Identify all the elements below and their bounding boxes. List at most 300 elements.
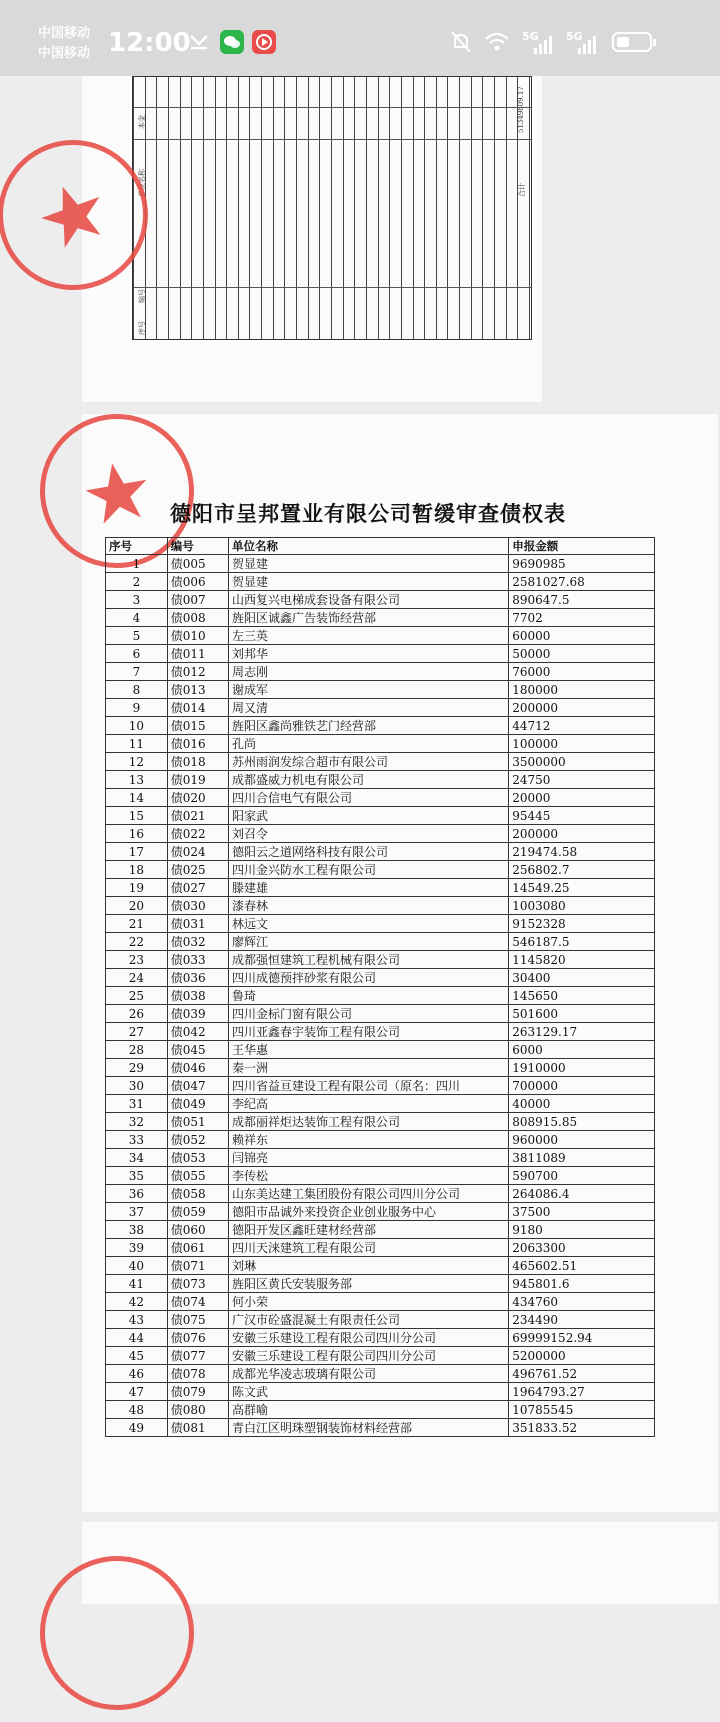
table-row — [106, 1113, 655, 1131]
claim-code: 债078 — [167, 1365, 228, 1383]
claim-amount: 501600 — [509, 1005, 655, 1023]
table-row — [106, 1221, 655, 1239]
claim-code: 债021 — [167, 807, 228, 825]
claim-code: 债033 — [167, 951, 228, 969]
row-index: 49 — [106, 1419, 168, 1437]
claim-code: 债071 — [167, 1257, 228, 1275]
creditor-name: 贺显建 — [229, 555, 509, 573]
creditor-name: 贺显建 — [229, 573, 509, 591]
column-header: 单位名称 — [229, 538, 509, 555]
claim-amount: 351833.52 — [509, 1419, 655, 1437]
claim-amount: 234490 — [509, 1311, 655, 1329]
table-gridline — [168, 77, 169, 339]
table-gridline — [319, 77, 320, 339]
table-gridline — [133, 287, 531, 288]
creditor-name: 李传松 — [229, 1167, 509, 1185]
creditor-name: 成都盛威力机电有限公司 — [229, 771, 509, 789]
table-row — [106, 1419, 655, 1437]
claim-code: 债055 — [167, 1167, 228, 1185]
claim-code: 债031 — [167, 915, 228, 933]
table-row — [106, 1095, 655, 1113]
creditor-name: 李纪高 — [229, 1095, 509, 1113]
creditor-name: 王华惠 — [229, 1041, 509, 1059]
claim-amount: 200000 — [509, 699, 655, 717]
claim-amount: 95445 — [509, 807, 655, 825]
claim-amount: 945801.6 — [509, 1275, 655, 1293]
row-index: 37 — [106, 1203, 168, 1221]
table-row — [106, 1293, 655, 1311]
row-index: 10 — [106, 717, 168, 735]
table-gridline — [261, 77, 262, 339]
claim-code: 债020 — [167, 789, 228, 807]
video-app-icon — [252, 30, 276, 54]
claim-amount: 14549.25 — [509, 879, 655, 897]
claim-code: 债074 — [167, 1293, 228, 1311]
table-row — [106, 1239, 655, 1257]
table-row — [106, 717, 655, 735]
claim-amount: 1003080 — [509, 897, 655, 915]
carrier-label: 中国移动 — [38, 26, 91, 41]
table-row — [106, 573, 655, 591]
table-row — [106, 1203, 655, 1221]
table-gridline — [203, 77, 204, 339]
table-gridline — [389, 77, 390, 339]
claim-code: 债046 — [167, 1059, 228, 1077]
column-header: 序号 — [106, 538, 168, 555]
table-gridline — [436, 77, 437, 339]
row-index: 21 — [106, 915, 168, 933]
claim-amount: 219474.58 — [509, 843, 655, 861]
claim-amount: 7702 — [509, 609, 655, 627]
claim-amount: 40000 — [509, 1095, 655, 1113]
creditor-name: 成都丽祥炬达装饰工程有限公司 — [229, 1113, 509, 1131]
row-index: 27 — [106, 1023, 168, 1041]
table-row — [106, 609, 655, 627]
row-index: 11 — [106, 735, 168, 753]
claim-amount: 9152328 — [509, 915, 655, 933]
claim-amount: 2581027.68 — [509, 573, 655, 591]
creditor-name: 刘召令 — [229, 825, 509, 843]
claim-code: 债016 — [167, 735, 228, 753]
table-gridline — [249, 77, 250, 339]
claim-amount: 37500 — [509, 1203, 655, 1221]
creditor-name: 鲁琦 — [229, 987, 509, 1005]
claim-code: 债027 — [167, 879, 228, 897]
table-gridline — [471, 77, 472, 339]
row-index: 6 — [106, 645, 168, 663]
claim-code: 债006 — [167, 573, 228, 591]
claim-amount: 1964793.27 — [509, 1383, 655, 1401]
claim-code: 债073 — [167, 1275, 228, 1293]
claim-amount: 263129.17 — [509, 1023, 655, 1041]
creditor-name: 高群喻 — [229, 1401, 509, 1419]
creditor-name: 广汉市砼盛混凝土有限责任公司 — [229, 1311, 509, 1329]
row-index: 45 — [106, 1347, 168, 1365]
table-row — [106, 969, 655, 987]
row-index: 47 — [106, 1383, 168, 1401]
row-index: 36 — [106, 1185, 168, 1203]
row-index: 41 — [106, 1275, 168, 1293]
claim-code: 债079 — [167, 1383, 228, 1401]
table-gridline — [215, 77, 216, 339]
table-row — [106, 645, 655, 663]
table-row — [106, 555, 655, 573]
table-row — [106, 951, 655, 969]
row-index: 32 — [106, 1113, 168, 1131]
claim-amount: 50000 — [509, 645, 655, 663]
table-gridline — [354, 77, 355, 339]
row-index: 5 — [106, 627, 168, 645]
claim-code: 债051 — [167, 1113, 228, 1131]
rotated-column-header: 编号 — [138, 289, 146, 303]
table-row — [106, 1023, 655, 1041]
row-index: 34 — [106, 1149, 168, 1167]
row-index: 35 — [106, 1167, 168, 1185]
table-row — [106, 591, 655, 609]
table-row — [106, 987, 655, 1005]
creditor-name: 四川成德预拌砂浆有限公司 — [229, 969, 509, 987]
claim-code: 债053 — [167, 1149, 228, 1167]
table-row — [106, 1077, 655, 1095]
wechat-app-icon — [220, 30, 244, 54]
mute-icon — [450, 30, 472, 54]
row-index: 7 — [106, 663, 168, 681]
claim-amount: 10785545 — [509, 1401, 655, 1419]
claim-amount: 9690985 — [509, 555, 655, 573]
row-index: 33 — [106, 1131, 168, 1149]
rotated-column-header: 序号 — [138, 321, 146, 335]
rotated-debt-table — [132, 76, 532, 340]
missed-call-icon — [188, 32, 210, 52]
claim-amount: 24750 — [509, 771, 655, 789]
creditor-name: 周又清 — [229, 699, 509, 717]
claim-code: 债042 — [167, 1023, 228, 1041]
table-row — [106, 1041, 655, 1059]
row-index: 28 — [106, 1041, 168, 1059]
table-gridline — [308, 77, 309, 339]
claim-code: 债011 — [167, 645, 228, 663]
table-gridline — [459, 77, 460, 339]
row-index: 12 — [106, 753, 168, 771]
table-row — [106, 627, 655, 645]
table-row — [106, 1275, 655, 1293]
claim-amount: 145650 — [509, 987, 655, 1005]
creditor-name: 安徽三乐建设工程有限公司四川分公司 — [229, 1347, 509, 1365]
claim-code: 债012 — [167, 663, 228, 681]
claim-code: 债081 — [167, 1419, 228, 1437]
claim-code: 债024 — [167, 843, 228, 861]
row-index: 40 — [106, 1257, 168, 1275]
table-row — [106, 1401, 655, 1419]
table-gridline — [401, 77, 402, 339]
claim-amount: 9180 — [509, 1221, 655, 1239]
table-gridline — [133, 107, 531, 108]
table-row — [106, 1167, 655, 1185]
column-header: 申报金额 — [509, 538, 655, 555]
claim-code: 债045 — [167, 1041, 228, 1059]
row-index: 29 — [106, 1059, 168, 1077]
creditor-name: 漆春林 — [229, 897, 509, 915]
creditor-name: 成都光华凌志玻璃有限公司 — [229, 1365, 509, 1383]
table-row — [106, 753, 655, 771]
wifi-icon — [484, 32, 510, 52]
row-index: 38 — [106, 1221, 168, 1239]
claim-amount: 256802.7 — [509, 861, 655, 879]
signal-strength-icon-secondary — [578, 32, 596, 54]
creditor-name: 左三英 — [229, 627, 509, 645]
creditor-name: 滕建雄 — [229, 879, 509, 897]
table-gridline — [238, 77, 239, 339]
row-index: 26 — [106, 1005, 168, 1023]
table-row — [106, 807, 655, 825]
creditor-name: 安徽三乐建设工程有限公司四川分公司 — [229, 1329, 509, 1347]
table-row — [106, 1329, 655, 1347]
signal-strength-icon — [534, 32, 552, 54]
table-gridline — [156, 77, 157, 339]
creditor-name: 闫锦亮 — [229, 1149, 509, 1167]
table-row — [106, 1131, 655, 1149]
claim-code: 债047 — [167, 1077, 228, 1095]
column-header: 编号 — [167, 538, 228, 555]
table-gridline — [378, 77, 379, 339]
table-gridline — [424, 77, 425, 339]
table-row — [106, 663, 655, 681]
claim-amount: 76000 — [509, 663, 655, 681]
row-index: 39 — [106, 1239, 168, 1257]
debt-claims-table — [105, 537, 655, 1437]
claim-amount: 30400 — [509, 969, 655, 987]
table-gridline — [413, 77, 414, 339]
creditor-name: 四川金兴防水工程有限公司 — [229, 861, 509, 879]
claim-amount: 1145820 — [509, 951, 655, 969]
claim-code: 债013 — [167, 681, 228, 699]
claim-amount: 180000 — [509, 681, 655, 699]
creditor-name: 廖辉江 — [229, 933, 509, 951]
claim-amount: 6000 — [509, 1041, 655, 1059]
table-gridline — [366, 77, 367, 339]
claim-amount: 590700 — [509, 1167, 655, 1185]
creditor-name: 孔尚 — [229, 735, 509, 753]
claim-code: 债018 — [167, 753, 228, 771]
claim-amount: 546187.5 — [509, 933, 655, 951]
claim-code: 债049 — [167, 1095, 228, 1113]
creditor-name: 四川省益亘建设工程有限公司（原名：四川 — [229, 1077, 509, 1095]
table-row — [106, 1257, 655, 1275]
row-index: 2 — [106, 573, 168, 591]
table-gridline — [343, 77, 344, 339]
table-row — [106, 915, 655, 933]
table-row — [106, 1365, 655, 1383]
table-row — [106, 1005, 655, 1023]
table-row — [106, 681, 655, 699]
table-row — [106, 861, 655, 879]
network-type-label-secondary: 5G — [566, 30, 583, 43]
table-row — [106, 933, 655, 951]
claim-code: 债036 — [167, 969, 228, 987]
document-title: 德阳市呈邦置业有限公司暂缓审查债权表 — [170, 501, 566, 526]
table-row — [106, 1347, 655, 1365]
table-gridline — [180, 77, 181, 339]
creditor-name: 旌阳区诚鑫广告装饰经营部 — [229, 609, 509, 627]
claim-code: 债075 — [167, 1311, 228, 1329]
row-index: 15 — [106, 807, 168, 825]
claim-amount: 2063300 — [509, 1239, 655, 1257]
table-row — [106, 825, 655, 843]
creditor-name: 德阳云之道网络科技有限公司 — [229, 843, 509, 861]
rotated-total-label: 合计 — [518, 183, 526, 197]
claim-code: 债080 — [167, 1401, 228, 1419]
claim-code: 债015 — [167, 717, 228, 735]
rotated-column-header: 单位名称 — [138, 169, 146, 197]
claim-amount: 496761.52 — [509, 1365, 655, 1383]
creditor-name: 周志刚 — [229, 663, 509, 681]
table-gridline — [296, 77, 297, 339]
claim-code: 债007 — [167, 591, 228, 609]
creditor-name: 苏州雨润发综合超市有限公司 — [229, 753, 509, 771]
claim-code: 债058 — [167, 1185, 228, 1203]
claim-amount: 200000 — [509, 825, 655, 843]
creditor-name: 四川天涞建筑工程有限公司 — [229, 1239, 509, 1257]
claim-code: 债077 — [167, 1347, 228, 1365]
claim-code: 债059 — [167, 1203, 228, 1221]
status-bar — [0, 0, 720, 76]
claim-code: 债019 — [167, 771, 228, 789]
claim-code: 债005 — [167, 555, 228, 573]
creditor-name: 赖祥东 — [229, 1131, 509, 1149]
row-index: 16 — [106, 825, 168, 843]
claim-amount: 808915.85 — [509, 1113, 655, 1131]
table-row — [106, 1059, 655, 1077]
creditor-name: 山西复兴电梯成套设备有限公司 — [229, 591, 509, 609]
row-index: 42 — [106, 1293, 168, 1311]
creditor-name: 山东美达建工集团股份有限公司四川分公司 — [229, 1185, 509, 1203]
claim-amount: 20000 — [509, 789, 655, 807]
claim-amount: 5200000 — [509, 1347, 655, 1365]
table-row — [106, 789, 655, 807]
row-index: 13 — [106, 771, 168, 789]
claim-code: 债052 — [167, 1131, 228, 1149]
table-row — [106, 879, 655, 897]
creditor-name: 四川亚鑫春宇装饰工程有限公司 — [229, 1023, 509, 1041]
table-gridline — [133, 139, 531, 140]
row-index: 17 — [106, 843, 168, 861]
claim-code: 债032 — [167, 933, 228, 951]
claim-amount: 264086.4 — [509, 1185, 655, 1203]
row-index: 18 — [106, 861, 168, 879]
creditor-name: 林远文 — [229, 915, 509, 933]
row-index: 48 — [106, 1401, 168, 1419]
carrier-label-secondary: 中国移动 — [38, 46, 91, 61]
table-row — [106, 699, 655, 717]
creditor-name: 青白江区明珠塑钢装饰材料经营部 — [229, 1419, 509, 1437]
creditor-name: 刘邦华 — [229, 645, 509, 663]
claim-code: 债010 — [167, 627, 228, 645]
table-gridline — [506, 77, 507, 339]
row-index: 20 — [106, 897, 168, 915]
table-gridline — [273, 77, 274, 339]
table-gridline — [284, 77, 285, 339]
table-row — [106, 843, 655, 861]
claim-amount: 3500000 — [509, 753, 655, 771]
table-gridline — [494, 77, 495, 339]
table-row — [106, 735, 655, 753]
claim-code: 债038 — [167, 987, 228, 1005]
table-gridline — [226, 77, 227, 339]
claim-amount: 960000 — [509, 1131, 655, 1149]
network-type-label: 5G — [522, 30, 539, 43]
row-index: 44 — [106, 1329, 168, 1347]
rotated-column-header: 本金 — [138, 115, 146, 129]
table-row — [106, 1149, 655, 1167]
table-row — [106, 1185, 655, 1203]
creditor-name: 成都强恒建筑工程机械有限公司 — [229, 951, 509, 969]
claim-code: 债039 — [167, 1005, 228, 1023]
rotated-total-value: 51349809.17 — [517, 86, 525, 133]
claim-amount: 1910000 — [509, 1059, 655, 1077]
row-index: 25 — [106, 987, 168, 1005]
table-gridline — [529, 77, 530, 339]
creditor-name: 德阳市品诚外来投资企业创业服务中心 — [229, 1203, 509, 1221]
creditor-name: 谢成军 — [229, 681, 509, 699]
claim-code: 债060 — [167, 1221, 228, 1239]
creditor-name: 何小荣 — [229, 1293, 509, 1311]
claim-amount: 69999152.94 — [509, 1329, 655, 1347]
table-gridline — [447, 77, 448, 339]
creditor-name: 德阳开发区鑫旺建材经营部 — [229, 1221, 509, 1239]
row-index: 3 — [106, 591, 168, 609]
claim-code: 债022 — [167, 825, 228, 843]
creditor-name: 四川合信电气有限公司 — [229, 789, 509, 807]
row-index: 4 — [106, 609, 168, 627]
creditor-name: 刘琳 — [229, 1257, 509, 1275]
creditor-name: 旌阳区鑫尚雅铁艺门经营部 — [229, 717, 509, 735]
row-index: 14 — [106, 789, 168, 807]
row-index: 9 — [106, 699, 168, 717]
row-index: 1 — [106, 555, 168, 573]
claim-amount: 434760 — [509, 1293, 655, 1311]
creditor-name: 陈文武 — [229, 1383, 509, 1401]
table-row — [106, 1311, 655, 1329]
row-index: 19 — [106, 879, 168, 897]
claim-amount: 44712 — [509, 717, 655, 735]
table-row — [106, 771, 655, 789]
table-row — [106, 1383, 655, 1401]
row-index: 22 — [106, 933, 168, 951]
table-gridline — [191, 77, 192, 339]
creditor-name: 秦一洲 — [229, 1059, 509, 1077]
claim-amount: 890647.5 — [509, 591, 655, 609]
row-index: 43 — [106, 1311, 168, 1329]
claim-amount: 465602.51 — [509, 1257, 655, 1275]
row-index: 23 — [106, 951, 168, 969]
creditor-name: 四川金标门窗有限公司 — [229, 1005, 509, 1023]
clock: 12:00 — [108, 28, 191, 58]
row-index: 31 — [106, 1095, 168, 1113]
claim-code: 债030 — [167, 897, 228, 915]
row-index: 46 — [106, 1365, 168, 1383]
creditor-name: 阳家武 — [229, 807, 509, 825]
claim-amount: 3811089 — [509, 1149, 655, 1167]
claim-code: 债025 — [167, 861, 228, 879]
claim-code: 债076 — [167, 1329, 228, 1347]
claim-amount: 700000 — [509, 1077, 655, 1095]
table-row — [106, 897, 655, 915]
table-header-row — [106, 538, 655, 555]
row-index: 24 — [106, 969, 168, 987]
claim-code: 债008 — [167, 609, 228, 627]
table-gridline — [482, 77, 483, 339]
battery-icon — [612, 32, 652, 52]
